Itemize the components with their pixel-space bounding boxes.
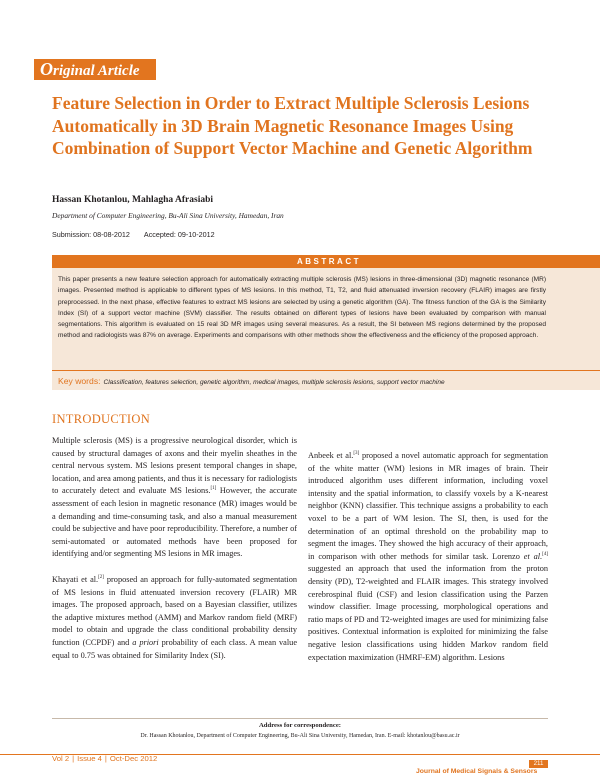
correspondence-heading: Address for correspondence: [258, 722, 342, 729]
footer-volume: Vol 2 [52, 754, 70, 763]
keywords-list: Classification, features selection, genetic algorithm, medical images, multiple sclerosis lesions, support vector machine [103, 379, 445, 386]
citation-3[interactable]: [3] [353, 451, 360, 457]
dates [52, 230, 215, 239]
authors: Hassan Khotanlou, Mahlagha Afrasiabi [52, 195, 214, 205]
journal-name: Journal of Medical Signals & Sensors [416, 768, 538, 775]
submission-date: Submission: 08-08-2012 [52, 230, 130, 239]
paragraph-2-italic: a priori [132, 637, 159, 647]
footer-date: Oct-Dec 2012 [109, 754, 158, 763]
column-right [308, 411, 548, 664]
paragraph-3 [308, 450, 548, 664]
correspondence-divider [52, 718, 548, 719]
paragraph-1 [52, 435, 297, 561]
badge-label: riginal Article [53, 63, 140, 79]
abstract-divider [52, 370, 600, 371]
article-type-badge [34, 59, 156, 80]
footer-sep-1: | [72, 754, 75, 763]
paragraph-2-end: probability of each class. A mean value equal to 0.75 was obtained for Similarity Index (SI). [52, 637, 298, 660]
keywords-label: Key words: [58, 376, 101, 386]
abstract-heading: ABSTRACT [52, 255, 600, 268]
correspondence-text: Dr. Hassan Khotanlou, Department of Computer Engineering, Bu-Ali Sina University, Hamedan, Iran. E-mail: khotanlou@basu.ac.ir [140, 733, 460, 739]
paragraph-3-etal: et al. [523, 551, 543, 561]
paragraph-2 [52, 574, 297, 662]
footer-sep-2: | [104, 754, 107, 763]
keywords [58, 376, 445, 386]
badge-initial: O [40, 59, 53, 79]
paragraph-3-text: proposed a novel automatic approach for segmentation of the white matter (WM) lesions in MR images of brain. Their introduced algorithm uses different information, including voxel intensity and the spatial information, to classify voxels by a K-nearest neighbor (KNN) classifier. This technique assigns a probability to each voxel to be a part of WM lesion. The SI, then, is used for the determination of an optimal threshold on the probability map to segment the images. They showed the high accuracy of their approach, in comparison with other methods for similar task. Lorenzo [308, 451, 548, 561]
article-title: Feature Selection in Order to Extract Multiple Sclerosis Lesions Automatically in 3D Brain Magnetic Resonance Images Using Combination of Support Vector Machine and Genetic Algorithm [52, 93, 533, 158]
paragraph-1-text: Multiple sclerosis (MS) is a progressive neurological disorder, which is caused by structural damages of axons and their myelin sheathes in the central nervous system. MS lesions present temporal changes in shape, location, and area among patients, and thus it is necessary for radiologists to accurately detect and evaluate MS lesions. [52, 436, 297, 496]
footer-issue: Issue 4 [77, 754, 102, 763]
abstract-text: This paper presents a new feature selection approach for automatically extracting multiple sclerosis (MS) lesions in three-dimensional (3D) magnetic resonance (MR) images. Presented method is applicable to different types of MS lesions. In this method, T1, T2, and fluid attenuated inversion recovery (FLAIR) images are firstly preprocessed. In the next phase, effective features to extract MS lesions are selected by using a genetic algorithm (GA). The fitness function of the GA is the Similarity Index (SI) of a support vector machine (SVM) classifier. The results obtained on different types of lesions have been evaluated by comparison with manual segmentations. This algorithm is evaluated on 15 real 3D MR images using several measures. As a result, the SI between MS regions determined by the proposed method and radiologists was 87% on average. Experiments and comparisons with other methods show the effectiveness and the efficiency of the proposed approach. [58, 276, 546, 340]
affiliation: Department of Computer Engineering, Bu-Ali Sina University, Hamedan, Iran [52, 211, 284, 220]
paragraph-3-author: Anbeek et al. [308, 451, 354, 460]
paragraph-2-text: proposed an approach for fully-automated segmentation of MS lesions in fluid attenuated inversion recovery (FLAIR) MR images. The proposed approach, based on a Bayesian classifier, utilizes the adaptive mixtures method (AMM) and Markov random field (MRF) model to obtain and upgrade the class conditional probability density function (CCPDF) and [52, 574, 297, 647]
citation-2[interactable]: [2] [98, 575, 104, 581]
accepted-date: Accepted: 09-10-2012 [143, 230, 215, 239]
paragraph-3-end: suggested an approach that used the information from the proton density (PD), T2-weighted and FLAIR images. This strategy involved cerebrospinal fluid (CSF) and lesion classification using the Parzen window classifier. Image processing, morphological operations and ratio maps of PD and T2-weighted images are used for minimizing false positives. Contextual information is exploited for minimizing the false negative lesion classifications using hidden Markov random field expectation maximization (HMRF-EM) algorithm. Lesions [308, 564, 548, 662]
introduction-heading: INTRODUCTION [52, 412, 151, 426]
citation-1[interactable]: [1] [210, 486, 217, 492]
column-left [52, 435, 297, 662]
citation-4[interactable]: [4] [542, 551, 549, 557]
paragraph-1-cont: However, the accurate assessment of each lesion in magnetic resonance (MR) images would be a demanding and time-consuming task, and also a manual measurement could be subjective and have poor reproducibility. Therefore, a number of semi-automated or automated methods have been proposed for identifying and/or segmenting MS lesions in MR images. [52, 486, 297, 559]
paragraph-2-author: Khayati et al. [52, 574, 99, 584]
footer-issue-info [52, 754, 157, 763]
page-number: 211 [529, 760, 548, 768]
